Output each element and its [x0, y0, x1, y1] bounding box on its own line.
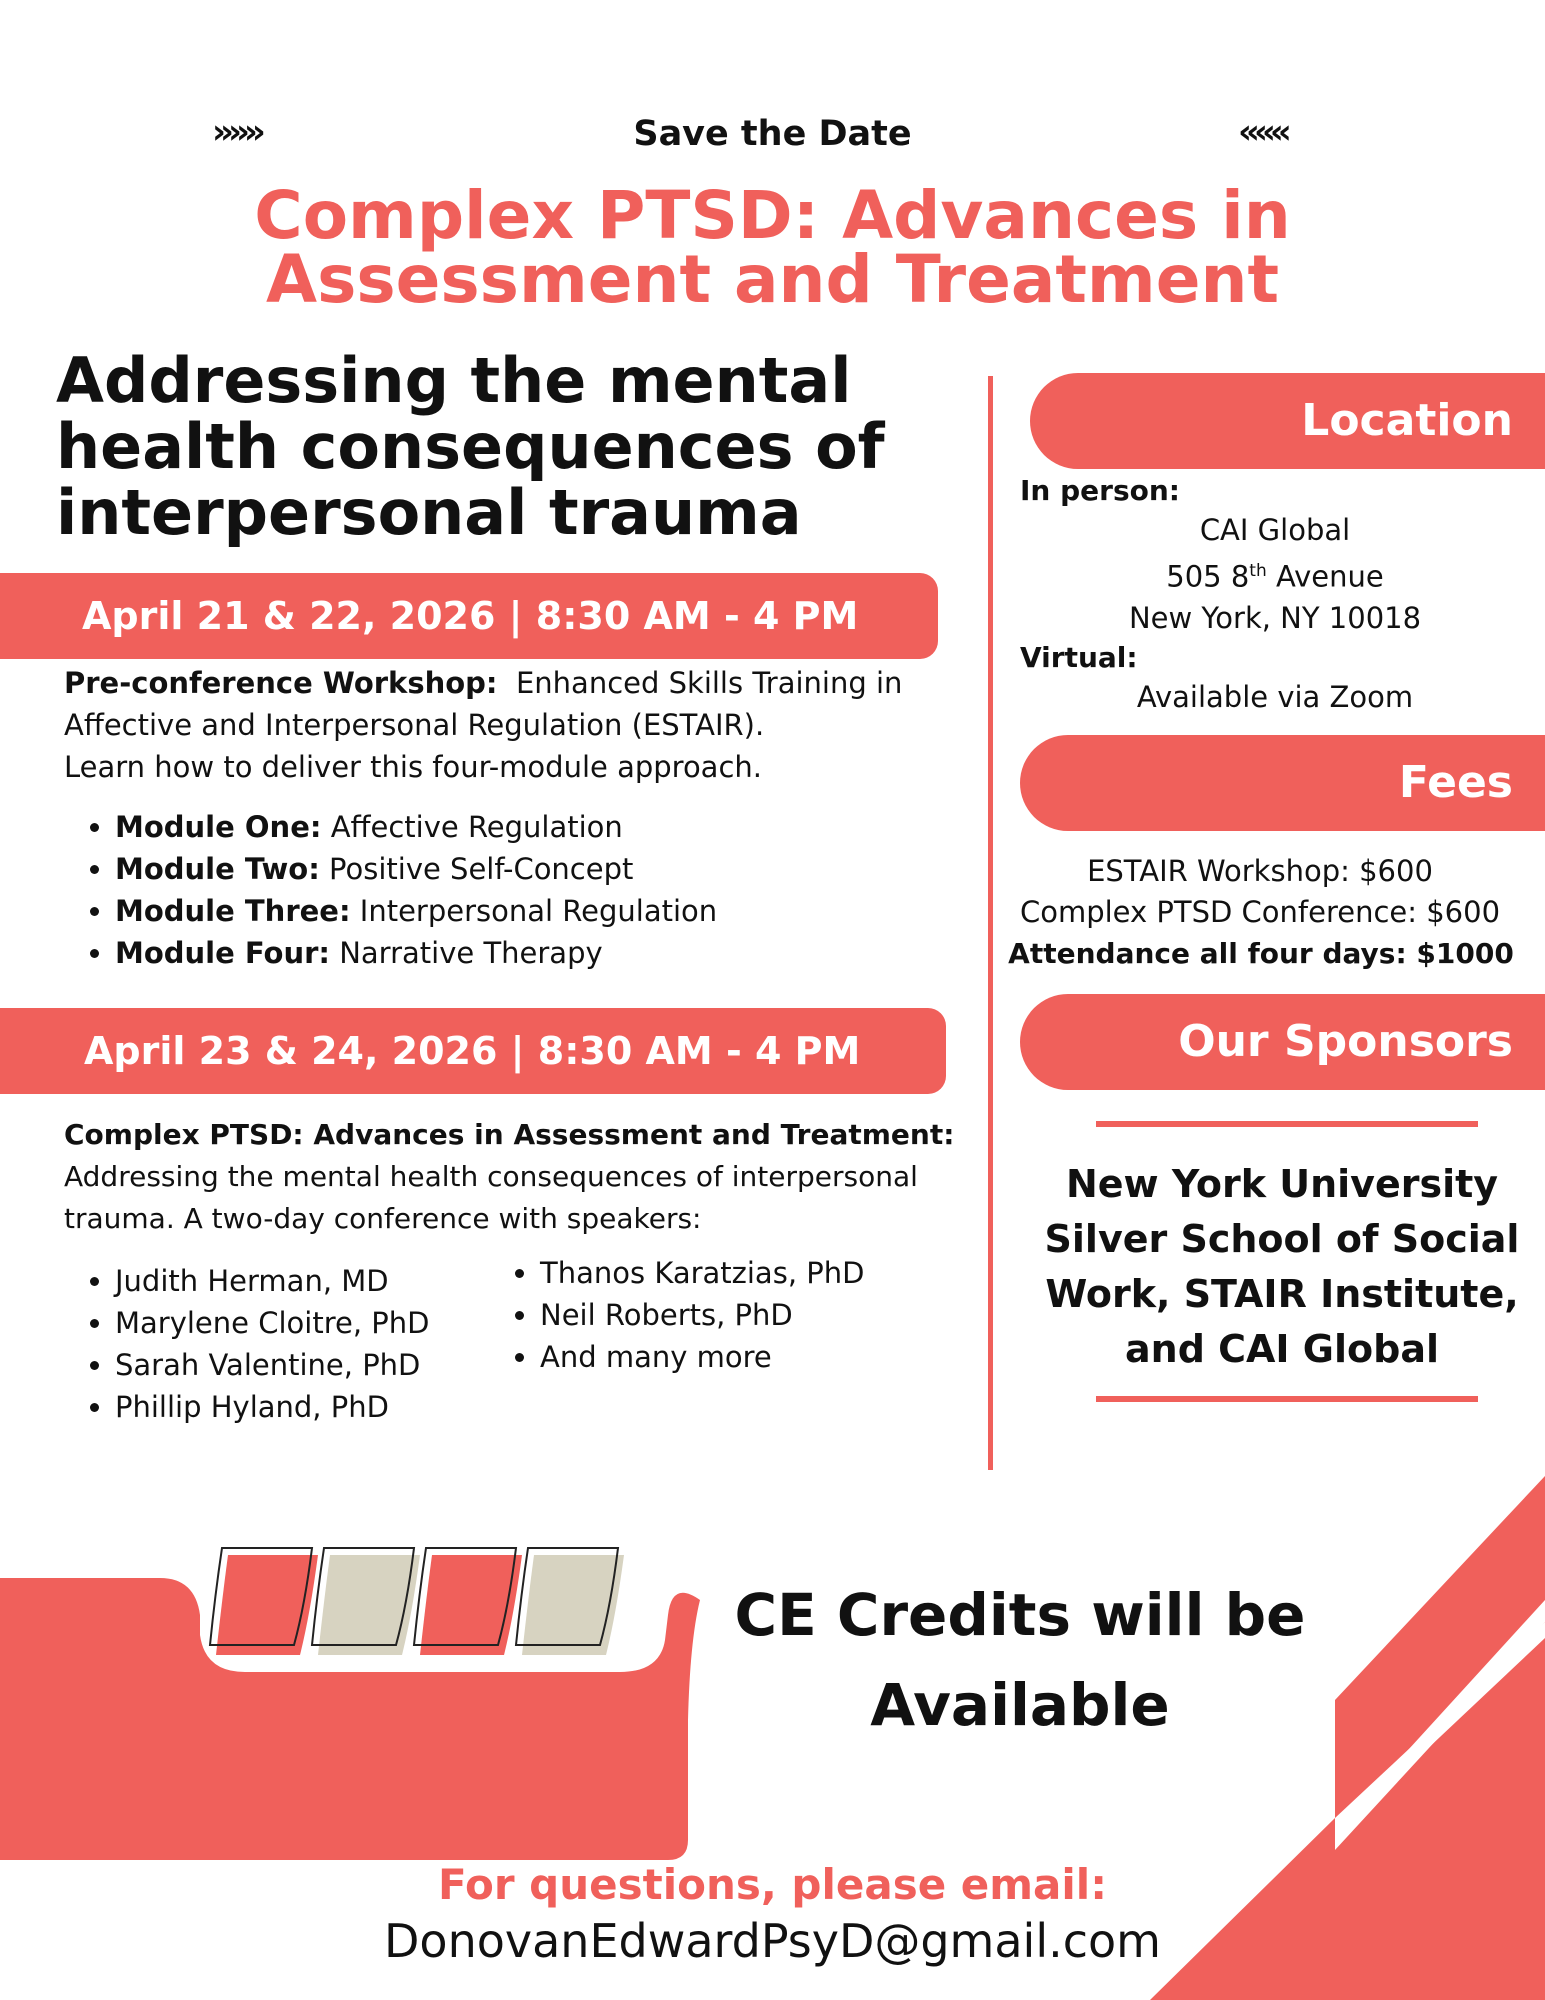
location-heading: Location: [1030, 373, 1545, 469]
virtual-label: Virtual:: [1020, 641, 1138, 674]
column-divider: [988, 376, 993, 1470]
fee-workshop: ESTAIR Workshop: $600: [1087, 854, 1433, 888]
workshop-desc-line1: Enhanced Skills Training in: [515, 666, 903, 700]
sponsors-list: [1032, 1157, 1532, 1377]
fees-heading: Fees: [1020, 735, 1545, 831]
list-item: • Sarah Valentine, PhD: [115, 1344, 515, 1386]
headline-line1: Addressing the mental: [56, 344, 852, 417]
headline: [56, 344, 956, 549]
chevrons-left-decoration: «««: [1238, 112, 1286, 152]
headline-line3: interpersonal trauma: [56, 476, 802, 549]
list-item: [115, 932, 915, 974]
event-title: [0, 177, 1545, 318]
list-item: [115, 848, 915, 890]
sponsor-line3: Work, STAIR Institute,: [1045, 1272, 1519, 1316]
street-number: 505 8: [1166, 559, 1250, 594]
conference-label: Complex PTSD: Advances in Assessment and Treatment:: [64, 1118, 955, 1151]
save-the-date: Save the Date: [633, 114, 912, 154]
street-suffix: th: [1249, 561, 1267, 581]
list-item: • Marylene Cloitre, PhD: [115, 1302, 515, 1344]
module-topic: Affective Regulation: [330, 810, 623, 844]
conference-desc-line2: trauma. A two-day conference with speakers:: [64, 1202, 702, 1235]
workshop-date-text: April 21 & 22, 2026 | 8:30 AM - 4 PM: [82, 594, 859, 638]
speaker-list-right: [482, 1252, 980, 1378]
module-list: [57, 806, 915, 974]
workshop-description: [64, 662, 964, 788]
venue-city: New York, NY 10018: [1128, 600, 1422, 635]
list-item: • Judith Herman, MD: [115, 1260, 515, 1302]
conference-date-band: [0, 1008, 946, 1094]
event-title-line1: Complex PTSD: Advances in: [254, 177, 1291, 254]
workshop-date-band: [0, 573, 938, 659]
venue-name: CAI Global: [1199, 513, 1351, 547]
contact-email-link[interactable]: DonovanEdwardPsyD@gmail.com: [384, 1914, 1161, 1968]
conference-date-text: April 23 & 24, 2026 | 8:30 AM - 4 PM: [84, 1029, 861, 1073]
sponsors-heading: Our Sponsors: [1020, 994, 1545, 1090]
list-item: [115, 806, 915, 848]
sponsor-line1: New York University: [1065, 1162, 1499, 1206]
sponsor-line2: Silver School of Social: [1044, 1217, 1520, 1261]
tab-icons: [210, 1548, 624, 1655]
sponsor-line4: and CAI Global: [1125, 1327, 1439, 1371]
module-name: Module Three:: [115, 894, 351, 928]
ce-credits-line2: Available: [870, 1671, 1170, 1739]
venue-street: [1020, 551, 1530, 598]
in-person-label: In person:: [1020, 474, 1180, 507]
event-title-line2: Assessment and Treatment: [265, 241, 1279, 318]
workshop-label: Pre-conference Workshop:: [64, 666, 498, 700]
contact-label: For questions, please email:: [437, 1860, 1107, 1909]
headline-line2: health consequences of: [56, 410, 885, 483]
conference-desc-line1: Addressing the mental health consequences of interpersonal: [64, 1160, 918, 1193]
ce-credits: [700, 1570, 1340, 1750]
virtual-text: Available via Zoom: [1136, 680, 1414, 714]
list-item: • Thanos Karatzias, PhD: [540, 1252, 980, 1294]
module-topic: Narrative Therapy: [339, 936, 603, 970]
module-name: Module Two:: [115, 852, 320, 886]
workshop-desc-line2: Affective and Interpersonal Regulation (ESTAIR).: [64, 708, 765, 742]
module-name: Module One:: [115, 810, 322, 844]
fee-all-days: Attendance all four days: $1000: [1008, 937, 1514, 970]
module-topic: Positive Self-Concept: [329, 852, 634, 886]
list-item: • And many more: [540, 1336, 980, 1378]
venue-address: [1020, 510, 1530, 639]
workshop-desc-line3: Learn how to deliver this four-module approach.: [64, 750, 762, 784]
module-topic: Interpersonal Regulation: [359, 894, 718, 928]
chevrons-right-decoration: »»»: [212, 112, 260, 152]
list-item: • Neil Roberts, PhD: [540, 1294, 980, 1336]
ce-credits-line1: CE Credits will be: [734, 1581, 1306, 1649]
fee-conference: Complex PTSD Conference: $600: [1019, 895, 1501, 929]
module-name: Module Four:: [115, 936, 330, 970]
list-item: • Phillip Hyland, PhD: [115, 1386, 515, 1428]
list-item: [115, 890, 915, 932]
street-name: Avenue: [1266, 559, 1384, 594]
sponsors-top-rule: [1096, 1121, 1478, 1127]
conference-description: [64, 1114, 964, 1240]
